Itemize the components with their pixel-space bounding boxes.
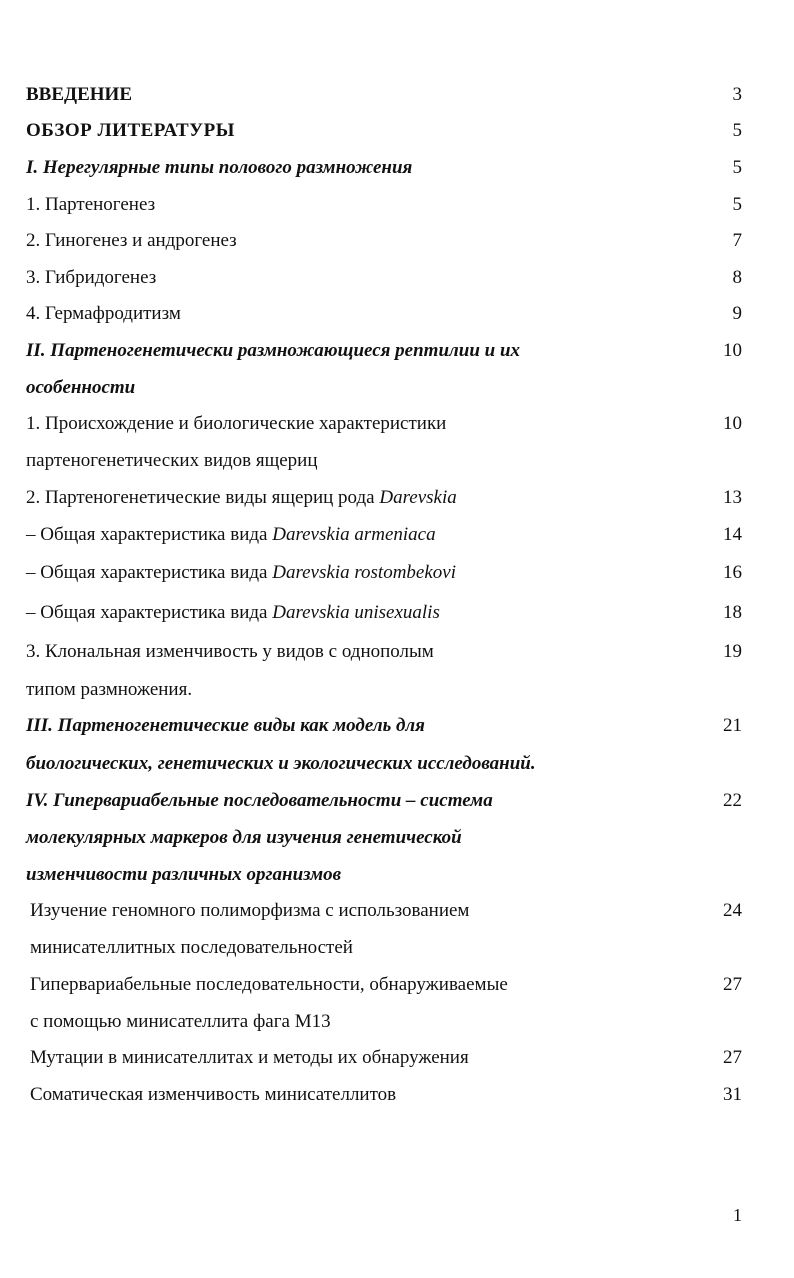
toc-entry-page: 24 bbox=[723, 900, 742, 921]
toc-entry bbox=[0, 226, 794, 256]
species-name: Darevskia armeniaca bbox=[272, 524, 436, 545]
toc-entry-continuation bbox=[0, 933, 794, 963]
toc-entry-prefix: – Общая характеристика вида bbox=[26, 602, 273, 623]
toc-entry-page: 9 bbox=[732, 303, 742, 324]
toc-entry bbox=[0, 637, 794, 667]
toc-entry-page: 27 bbox=[723, 1047, 742, 1068]
toc-entry-section-3 bbox=[0, 711, 794, 741]
toc-entry-page: 5 bbox=[732, 120, 742, 141]
toc-entry-title-cont: молекулярных маркеров для изучения генетической bbox=[26, 827, 462, 848]
toc-entry-page: 7 bbox=[732, 230, 742, 251]
toc-entry-prefix: – Общая характеристика вида bbox=[26, 562, 273, 583]
toc-entry bbox=[0, 299, 794, 329]
species-name: Darevskia bbox=[379, 487, 457, 508]
toc-entry bbox=[0, 483, 794, 513]
toc-entry-page: 3 bbox=[732, 84, 742, 105]
toc-entry-title: 2. Гиногенез и андрогенез bbox=[26, 230, 237, 251]
toc-entry-continuation bbox=[0, 823, 794, 853]
toc-entry-title: III. Партеногенетические виды как модель для bbox=[26, 715, 425, 736]
toc-entry-title bbox=[26, 520, 436, 550]
toc-entry-title: Мутации в минисателлитах и методы их обнаружения bbox=[30, 1047, 469, 1068]
toc-entry bbox=[0, 970, 794, 1000]
toc-entry-continuation bbox=[0, 1007, 794, 1037]
toc-entry bbox=[0, 1043, 794, 1073]
toc-entry-title: 1. Происхождение и биологические характеристики bbox=[26, 413, 447, 434]
toc-entry-title-cont: типом размножения. bbox=[26, 679, 193, 700]
toc-entry-page: 27 bbox=[723, 974, 742, 995]
toc-entry-literature-review bbox=[0, 116, 794, 146]
toc-entry-title bbox=[26, 558, 456, 588]
toc-entry-prefix: 2. Партеногенетические виды ящериц рода bbox=[26, 487, 380, 508]
toc-entry-page: 14 bbox=[723, 524, 742, 545]
toc-entry-title-cont: особенности bbox=[26, 377, 136, 398]
toc-entry-page: 19 bbox=[723, 641, 742, 662]
toc-entry-title-cont: изменчивости различных организмов bbox=[26, 864, 342, 885]
toc-entry-page: 5 bbox=[732, 157, 742, 178]
toc-entry-continuation bbox=[0, 373, 794, 403]
toc-entry-page: 18 bbox=[723, 602, 742, 623]
toc-entry-introduction bbox=[0, 80, 794, 110]
toc-entry-continuation bbox=[0, 446, 794, 476]
toc-entry-title bbox=[26, 483, 457, 513]
page-number: 1 bbox=[733, 1205, 742, 1225]
toc-entry-continuation bbox=[0, 749, 794, 779]
toc-entry bbox=[0, 598, 794, 628]
toc-entry bbox=[0, 263, 794, 293]
toc-entry-title: ОБЗОР ЛИТЕРАТУРЫ bbox=[26, 120, 235, 141]
toc-entry bbox=[0, 520, 794, 550]
toc-entry-section-2 bbox=[0, 336, 794, 366]
toc-entry-title: Гипервариабельные последовательности, обнаруживаемые bbox=[30, 974, 508, 995]
toc-entry-title: 3. Гибридогенез bbox=[26, 267, 157, 288]
toc-entry bbox=[0, 1080, 794, 1110]
toc-entry-title: I. Нерегулярные типы полового размножения bbox=[26, 157, 413, 178]
toc-entry-page: 16 bbox=[723, 562, 742, 583]
toc-entry-title-cont: биологических, генетических и экологических исследований. bbox=[26, 753, 536, 774]
toc-entry-section-1 bbox=[0, 153, 794, 183]
toc-entry-title: Соматическая изменчивость минисателлитов bbox=[30, 1084, 397, 1105]
toc-entry-page: 31 bbox=[723, 1084, 742, 1105]
toc-entry bbox=[0, 190, 794, 220]
toc-entry-page: 8 bbox=[732, 267, 742, 288]
toc-entry bbox=[0, 409, 794, 439]
toc-entry bbox=[0, 558, 794, 588]
species-name: Darevskia rostombekovi bbox=[272, 562, 457, 583]
toc-entry-title: 4. Гермафродитизм bbox=[26, 303, 181, 324]
toc-entry bbox=[0, 896, 794, 926]
toc-entry-title: ВВЕДЕНИЕ bbox=[26, 84, 132, 105]
toc-entry-title: 1. Партеногенез bbox=[26, 194, 156, 215]
toc-entry-title: 3. Клональная изменчивость у видов с однополым bbox=[26, 641, 434, 662]
toc-entry-page: 13 bbox=[723, 487, 742, 508]
toc-entry-continuation bbox=[0, 675, 794, 705]
toc-entry-page: 22 bbox=[723, 790, 742, 811]
toc-entry-title: IV. Гипервариабельные последовательности – система bbox=[26, 790, 493, 811]
toc-entry-title: Изучение геномного полиморфизма с использованием bbox=[30, 900, 470, 921]
toc-entry-page: 21 bbox=[723, 715, 742, 736]
toc-entry-section-4 bbox=[0, 786, 794, 816]
toc-entry-title-cont: с помощью минисателлита фага М13 bbox=[30, 1011, 331, 1032]
toc-entry-title-cont: минисателлитных последовательностей bbox=[30, 937, 353, 958]
toc-entry-page: 5 bbox=[732, 194, 742, 215]
toc-entry-title bbox=[26, 598, 440, 628]
toc-entry-title: II. Партеногенетически размножающиеся рептилии и их bbox=[26, 340, 521, 361]
toc-entry-prefix: – Общая характеристика вида bbox=[26, 524, 273, 545]
toc-entry-continuation bbox=[0, 860, 794, 890]
toc-entry-title-cont: партеногенетических видов ящериц bbox=[26, 450, 318, 471]
toc-entry-page: 10 bbox=[723, 340, 742, 361]
species-name: Darevskia unisexualis bbox=[272, 602, 440, 623]
toc-entry-page: 10 bbox=[723, 413, 742, 434]
